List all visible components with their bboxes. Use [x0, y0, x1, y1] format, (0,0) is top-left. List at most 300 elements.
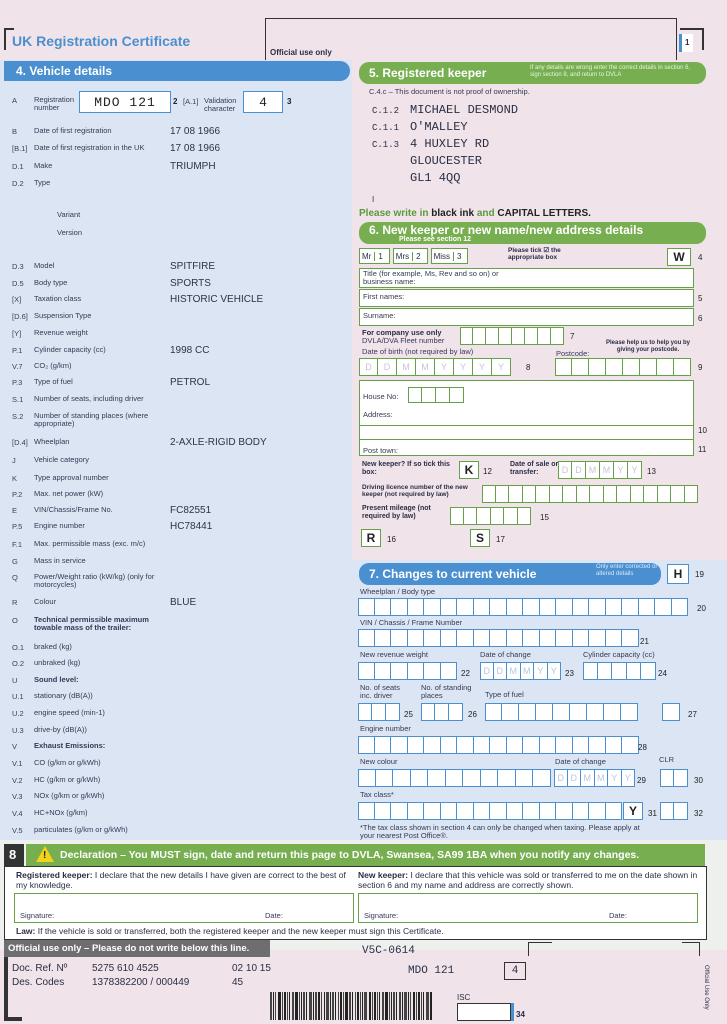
input-cell[interactable]	[589, 598, 606, 616]
input-cell[interactable]	[622, 629, 639, 647]
field-code: U.3	[12, 726, 24, 735]
fuel-cells[interactable]	[485, 703, 638, 721]
section6-header	[359, 222, 706, 244]
section7-note: Only enter corrected or altered details	[596, 564, 658, 577]
write-note-a: Please write in	[359, 208, 432, 219]
standing-label: No. of standing places	[421, 683, 472, 701]
barcode-bar	[275, 992, 276, 1020]
field-value: PETROL	[170, 377, 211, 388]
doc-ref-label: Doc. Ref. Nº	[12, 963, 68, 974]
date-cell[interactable]: Y	[435, 358, 454, 376]
input-cell[interactable]	[463, 769, 481, 787]
input-cell[interactable]	[408, 736, 425, 754]
input-cell[interactable]	[391, 598, 408, 616]
input-cell[interactable]	[386, 703, 400, 721]
title-option-label: Mr	[362, 251, 372, 261]
date-cell[interactable]: M	[397, 358, 416, 376]
input-cell[interactable]	[358, 629, 375, 647]
input-cell[interactable]	[441, 662, 458, 680]
date-label: Date:	[609, 911, 627, 920]
input-cell[interactable]	[490, 736, 507, 754]
keeper-line	[372, 120, 468, 134]
colour-label: New colour	[360, 757, 398, 766]
new-keeper-bold: New keeper:	[358, 870, 409, 880]
company-label: For company use only	[362, 328, 442, 337]
input-cell[interactable]	[375, 736, 392, 754]
field-code: P.3	[12, 378, 23, 387]
input-cell[interactable]	[441, 629, 458, 647]
barcode-bar	[330, 992, 331, 1020]
barcode-bar	[343, 992, 344, 1020]
input-cell[interactable]	[519, 703, 536, 721]
section5-title: 5. Registered keeper	[369, 66, 487, 80]
barcode-bar	[273, 992, 274, 1020]
input-cell[interactable]	[457, 629, 474, 647]
input-cell[interactable]	[485, 703, 502, 721]
input-cell[interactable]	[604, 703, 621, 721]
keeper-line	[372, 103, 518, 117]
input-cell[interactable]	[606, 629, 623, 647]
barcode-bar	[292, 992, 294, 1020]
input-cell[interactable]	[474, 629, 491, 647]
cylinder-cells[interactable]	[583, 662, 656, 680]
footer-reg-box: 4	[504, 962, 526, 980]
keeper-text: 4 HUXLEY RD	[410, 137, 490, 151]
input-cell[interactable]	[589, 736, 606, 754]
input-cell[interactable]	[536, 703, 553, 721]
fuel-label: Type of fuel	[485, 690, 524, 699]
barcode-bar	[423, 992, 424, 1020]
field-number: 32	[694, 809, 703, 818]
footer-corner	[528, 942, 552, 956]
field-label: Type of fuel	[34, 377, 73, 386]
tax-note: *The tax class shown in section 4 can only be changed when taxing. Please apply at your nearest Post Office®.	[360, 823, 640, 841]
date-cell[interactable]: Y	[622, 769, 636, 787]
reg-keeper-bold: Registered keeper:	[16, 870, 93, 880]
tax-extra-cells[interactable]	[660, 802, 688, 820]
date-cell[interactable]: Y	[608, 769, 622, 787]
input-cell[interactable]	[627, 662, 642, 680]
input-cell[interactable]	[587, 703, 604, 721]
date-change-cells[interactable]	[480, 662, 561, 680]
input-cell[interactable]	[435, 703, 449, 721]
input-cell[interactable]	[391, 662, 408, 680]
date-cell[interactable]: M	[581, 769, 595, 787]
input-cell[interactable]	[375, 662, 392, 680]
field-value: BLUE	[170, 597, 197, 608]
clr-label: CLR	[659, 755, 675, 764]
input-cell[interactable]	[411, 769, 429, 787]
date-cell[interactable]: D	[554, 769, 568, 787]
warning-icon-mark: !	[43, 850, 47, 861]
input-cell[interactable]	[375, 629, 392, 647]
barcode-bar	[335, 992, 336, 1020]
input-cell[interactable]	[606, 802, 623, 820]
field-label: CO (g/km or g/kWh)	[34, 758, 101, 767]
text-cursor: I	[372, 195, 375, 204]
keeper-address	[372, 103, 672, 183]
input-cell[interactable]	[516, 769, 534, 787]
input-cell[interactable]	[375, 802, 392, 820]
input-cell[interactable]	[507, 629, 524, 647]
section5-note: If any details are wrong enter the correct details in section 6, sign section 8, and return to DVLA	[530, 65, 691, 78]
input-cell[interactable]	[358, 769, 376, 787]
date-cell[interactable]: D	[378, 358, 397, 376]
barcode-bar	[352, 992, 353, 1020]
input-cell[interactable]	[372, 703, 386, 721]
input-cell[interactable]	[606, 598, 623, 616]
tax-cells[interactable]	[358, 802, 622, 820]
field-number: 20	[697, 604, 706, 613]
dob-cells[interactable]	[359, 358, 511, 376]
date-cell[interactable]: D	[558, 461, 572, 479]
input-cell[interactable]	[523, 629, 540, 647]
input-cell[interactable]	[391, 736, 408, 754]
engine-cells[interactable]	[358, 736, 639, 754]
wheelplan-cells[interactable]	[358, 598, 688, 616]
input-cell[interactable]	[424, 629, 441, 647]
field-label: VIN/Chassis/Frame No.	[34, 505, 113, 514]
keeper-code: C.1.2	[372, 106, 400, 116]
field-number: 12	[483, 467, 492, 476]
input-cell[interactable]	[391, 629, 408, 647]
input-cell[interactable]	[358, 662, 375, 680]
input-cell[interactable]	[639, 598, 656, 616]
date-cell[interactable]: M	[600, 461, 614, 479]
field-number: 24	[658, 669, 667, 678]
barcode-bar	[332, 992, 334, 1020]
barcode-bar	[340, 992, 342, 1020]
input-cell[interactable]	[428, 769, 446, 787]
r-box[interactable]: R	[361, 529, 381, 547]
date-cell[interactable]: Y	[454, 358, 473, 376]
input-cell[interactable]	[449, 703, 463, 721]
field-code: O	[12, 616, 18, 625]
field-code: V.2	[12, 776, 23, 785]
input-cell[interactable]	[457, 736, 474, 754]
input-cell[interactable]	[421, 703, 435, 721]
barcode-bar	[382, 992, 384, 1020]
input-cell[interactable]	[424, 802, 441, 820]
validation-character[interactable]: 4	[243, 91, 283, 113]
input-cell[interactable]	[446, 769, 464, 787]
vin-label: VIN / Chassis / Frame Number	[360, 618, 463, 627]
page-number: 1	[679, 34, 693, 52]
input-cell[interactable]	[556, 802, 573, 820]
input-cell[interactable]	[441, 598, 458, 616]
barcode-bar	[413, 992, 415, 1020]
title-option[interactable]	[431, 248, 469, 264]
vin-cells[interactable]	[358, 629, 639, 647]
address-block[interactable]	[359, 380, 694, 456]
input-cell[interactable]	[424, 736, 441, 754]
input-cell[interactable]	[358, 736, 375, 754]
input-cell[interactable]	[376, 769, 394, 787]
date-cell[interactable]: M	[521, 662, 535, 680]
input-cell[interactable]	[457, 598, 474, 616]
date-sale-cells[interactable]	[558, 461, 642, 479]
input-cell[interactable]	[507, 802, 524, 820]
input-cell[interactable]	[408, 802, 425, 820]
field-label: Variant	[57, 210, 81, 219]
field-code: U.1	[12, 692, 24, 701]
date-cell[interactable]: Y	[492, 358, 511, 376]
input-cell[interactable]	[441, 736, 458, 754]
title-option-number: 3	[453, 252, 465, 261]
date-change-label: Date of change	[480, 650, 531, 659]
field-code: Q	[12, 573, 18, 582]
input-cell[interactable]	[606, 736, 623, 754]
input-cell[interactable]	[498, 769, 516, 787]
footer-code: 45	[232, 977, 244, 988]
house-number-cells[interactable]	[408, 387, 464, 403]
input-cell[interactable]	[556, 629, 573, 647]
field-code: D.2	[12, 179, 24, 188]
input-cell[interactable]	[540, 629, 557, 647]
date-cell[interactable]: D	[480, 662, 494, 680]
input-cell[interactable]	[622, 598, 639, 616]
field-code: O.2	[12, 659, 25, 668]
section8-header	[26, 844, 705, 866]
field-number: 29	[637, 776, 646, 785]
barcode-bar	[299, 992, 300, 1020]
input-cell[interactable]	[553, 703, 570, 721]
law-note	[16, 926, 444, 936]
input-cell[interactable]	[358, 703, 372, 721]
input-cell[interactable]	[408, 598, 425, 616]
des-codes-value: 1378382200 / 000449	[92, 977, 190, 988]
footer-registration: MDO 121	[408, 965, 455, 977]
field-code: B	[12, 127, 18, 136]
date-cell[interactable]: D	[572, 461, 586, 479]
input-cell[interactable]	[502, 703, 519, 721]
input-cell[interactable]	[457, 802, 474, 820]
date-cell[interactable]: Y	[548, 662, 562, 680]
surname-field[interactable]	[359, 308, 694, 326]
field-label: Colour	[34, 597, 57, 606]
title-business-field[interactable]	[359, 268, 694, 288]
field-number: 27	[688, 710, 697, 719]
wheelplan-label: Wheelplan / Body type	[360, 587, 436, 596]
date-cell[interactable]: Y	[614, 461, 628, 479]
keeper-text: MICHAEL DESMOND	[410, 103, 519, 117]
field-value: 17 08 1966	[170, 126, 221, 137]
input-cell[interactable]	[672, 598, 689, 616]
barcode-bar	[396, 992, 397, 1020]
barcode-bar	[303, 992, 305, 1020]
field-number: 21	[640, 637, 649, 646]
barcode-bar	[324, 992, 325, 1020]
field-code: E	[12, 506, 18, 515]
input-cell[interactable]	[570, 703, 587, 721]
input-cell[interactable]	[556, 736, 573, 754]
title-option[interactable]	[393, 248, 428, 264]
barcode-bar	[289, 992, 290, 1020]
field-code: [D.6]	[12, 312, 28, 321]
input-cell[interactable]	[474, 736, 491, 754]
input-cell[interactable]	[408, 629, 425, 647]
field-number: 13	[647, 467, 656, 476]
input-cell[interactable]	[490, 802, 507, 820]
input-cell[interactable]	[655, 598, 672, 616]
field-label: Registration number	[34, 95, 75, 113]
h-box[interactable]: H	[667, 564, 689, 584]
field-number: 6	[698, 314, 703, 323]
field-label: Type approval number	[34, 473, 109, 482]
input-cell[interactable]	[621, 703, 638, 721]
page-title: UK Registration Certificate	[12, 33, 191, 49]
footer-bracket	[4, 1017, 22, 1021]
barcode-bar	[430, 992, 432, 1020]
cylinder-label: Cylinder capacity (cc)	[583, 650, 655, 659]
barcode-bar	[338, 992, 339, 1020]
input-cell[interactable]	[573, 598, 590, 616]
field-number: 22	[461, 669, 470, 678]
section6-subtitle: Please see section 12	[399, 236, 471, 243]
new-keeper-checkbox[interactable]: K	[459, 461, 479, 479]
title-option-number: 1	[374, 252, 386, 261]
postcode-cells[interactable]	[555, 358, 691, 376]
input-cell[interactable]	[622, 736, 639, 754]
registration-number[interactable]: MDO 121	[79, 91, 171, 113]
clr-cells[interactable]	[660, 769, 688, 787]
input-cell[interactable]	[598, 662, 613, 680]
proof-note: C.4.c – This document is not proof of ownership.	[369, 87, 530, 96]
field-value: FC82551	[170, 505, 212, 516]
input-cell[interactable]	[507, 598, 524, 616]
licence-cells[interactable]	[482, 485, 698, 503]
date-cell[interactable]: M	[507, 662, 521, 680]
fuel-extra-cell[interactable]	[662, 703, 680, 721]
input-cell[interactable]	[556, 598, 573, 616]
barcode-bar	[369, 992, 371, 1020]
field-number: 23	[565, 669, 574, 678]
field-label: Version	[57, 228, 83, 237]
date-cell[interactable]: D	[359, 358, 378, 376]
barcode	[270, 992, 434, 1020]
input-cell[interactable]	[375, 598, 392, 616]
seats-cells[interactable]	[358, 703, 400, 721]
input-cell[interactable]	[408, 662, 425, 680]
field-number: 28	[638, 743, 647, 752]
input-cell[interactable]	[481, 769, 499, 787]
field-value: SPORTS	[170, 278, 211, 289]
date-cell[interactable]: M	[595, 769, 609, 787]
keeper-text: GLOUCESTER	[410, 154, 483, 168]
s-box[interactable]: S	[470, 529, 490, 547]
signature-label: Signature:	[364, 911, 399, 920]
validation-label: Validation character	[204, 96, 237, 114]
barcode-bar	[408, 992, 409, 1020]
new-keeper-signature-box[interactable]	[358, 893, 698, 923]
barcode-bar	[321, 992, 322, 1020]
field-code: A	[12, 96, 18, 105]
reg-keeper-signature-box[interactable]	[14, 893, 354, 923]
field-label: Technical permissible maximum towable mass of the trailer:	[34, 615, 149, 633]
input-cell[interactable]	[523, 598, 540, 616]
barcode-bar	[418, 992, 420, 1020]
input-cell[interactable]	[358, 598, 375, 616]
new-keeper-declaration	[358, 870, 698, 890]
des-codes-label: Des. Codes	[12, 977, 65, 988]
field-code: V.5	[12, 826, 23, 835]
barcode-bar	[355, 992, 356, 1020]
input-cell[interactable]	[641, 662, 656, 680]
input-cell[interactable]	[358, 802, 375, 820]
input-cell[interactable]	[490, 629, 507, 647]
barcode-bar	[402, 992, 403, 1020]
field-code: [X]	[12, 295, 22, 304]
input-cell[interactable]	[507, 736, 524, 754]
date-cell[interactable]: D	[568, 769, 582, 787]
keeper-text: O'MALLEY	[410, 120, 468, 134]
input-cell[interactable]	[612, 662, 627, 680]
date-cell[interactable]: D	[494, 662, 508, 680]
input-cell[interactable]	[540, 736, 557, 754]
input-cell[interactable]	[533, 769, 551, 787]
field-code: V.7	[12, 362, 23, 371]
title-option-number: 2	[412, 252, 424, 261]
doc-ref-value: 5275 610 4525	[92, 963, 159, 974]
vehicle-details-list	[0, 0, 352, 840]
input-cell[interactable]	[441, 802, 458, 820]
field-number: 2	[173, 97, 178, 106]
input-cell[interactable]	[583, 662, 598, 680]
barcode-bar	[326, 992, 329, 1020]
date-cell[interactable]: M	[586, 461, 600, 479]
field-label: CO₂ (g/km)	[34, 361, 72, 370]
input-cell[interactable]	[523, 736, 540, 754]
field-number: 16	[387, 535, 396, 544]
date-cell[interactable]: Y	[534, 662, 548, 680]
standing-cells[interactable]	[421, 703, 463, 721]
input-cell[interactable]	[540, 598, 557, 616]
input-cell[interactable]	[424, 662, 441, 680]
date-cell[interactable]: Y	[473, 358, 492, 376]
input-cell[interactable]	[424, 598, 441, 616]
dob-label: Date of birth (not required by law)	[362, 347, 474, 356]
input-cell[interactable]	[474, 598, 491, 616]
signature-label: Signature:	[20, 911, 55, 920]
title-option[interactable]	[359, 248, 390, 264]
mileage-cells[interactable]	[450, 507, 531, 525]
keeper-code: C.1.3	[372, 140, 400, 150]
input-cell[interactable]	[589, 629, 606, 647]
input-cell[interactable]	[490, 598, 507, 616]
date-cell[interactable]: M	[416, 358, 435, 376]
input-cell[interactable]	[393, 769, 411, 787]
revenue-cells[interactable]	[358, 662, 457, 680]
input-cell[interactable]	[391, 802, 408, 820]
field-code: U	[12, 676, 18, 685]
field-number: 3	[287, 97, 292, 106]
fleet-number-cells[interactable]	[460, 327, 564, 345]
input-cell[interactable]	[573, 736, 590, 754]
colour-date-cells[interactable]	[554, 769, 635, 787]
input-cell[interactable]	[540, 802, 557, 820]
input-cell[interactable]	[589, 802, 606, 820]
w-box[interactable]: W	[667, 248, 691, 266]
y-box[interactable]: Y	[623, 802, 643, 820]
date-cell[interactable]: Y	[628, 461, 642, 479]
input-cell[interactable]	[573, 629, 590, 647]
first-names-field[interactable]	[359, 289, 694, 307]
input-cell[interactable]	[573, 802, 590, 820]
colour-cells[interactable]	[358, 769, 551, 787]
input-cell[interactable]	[474, 802, 491, 820]
input-cell[interactable]	[523, 802, 540, 820]
side-label: Official Use Only	[703, 965, 709, 1010]
